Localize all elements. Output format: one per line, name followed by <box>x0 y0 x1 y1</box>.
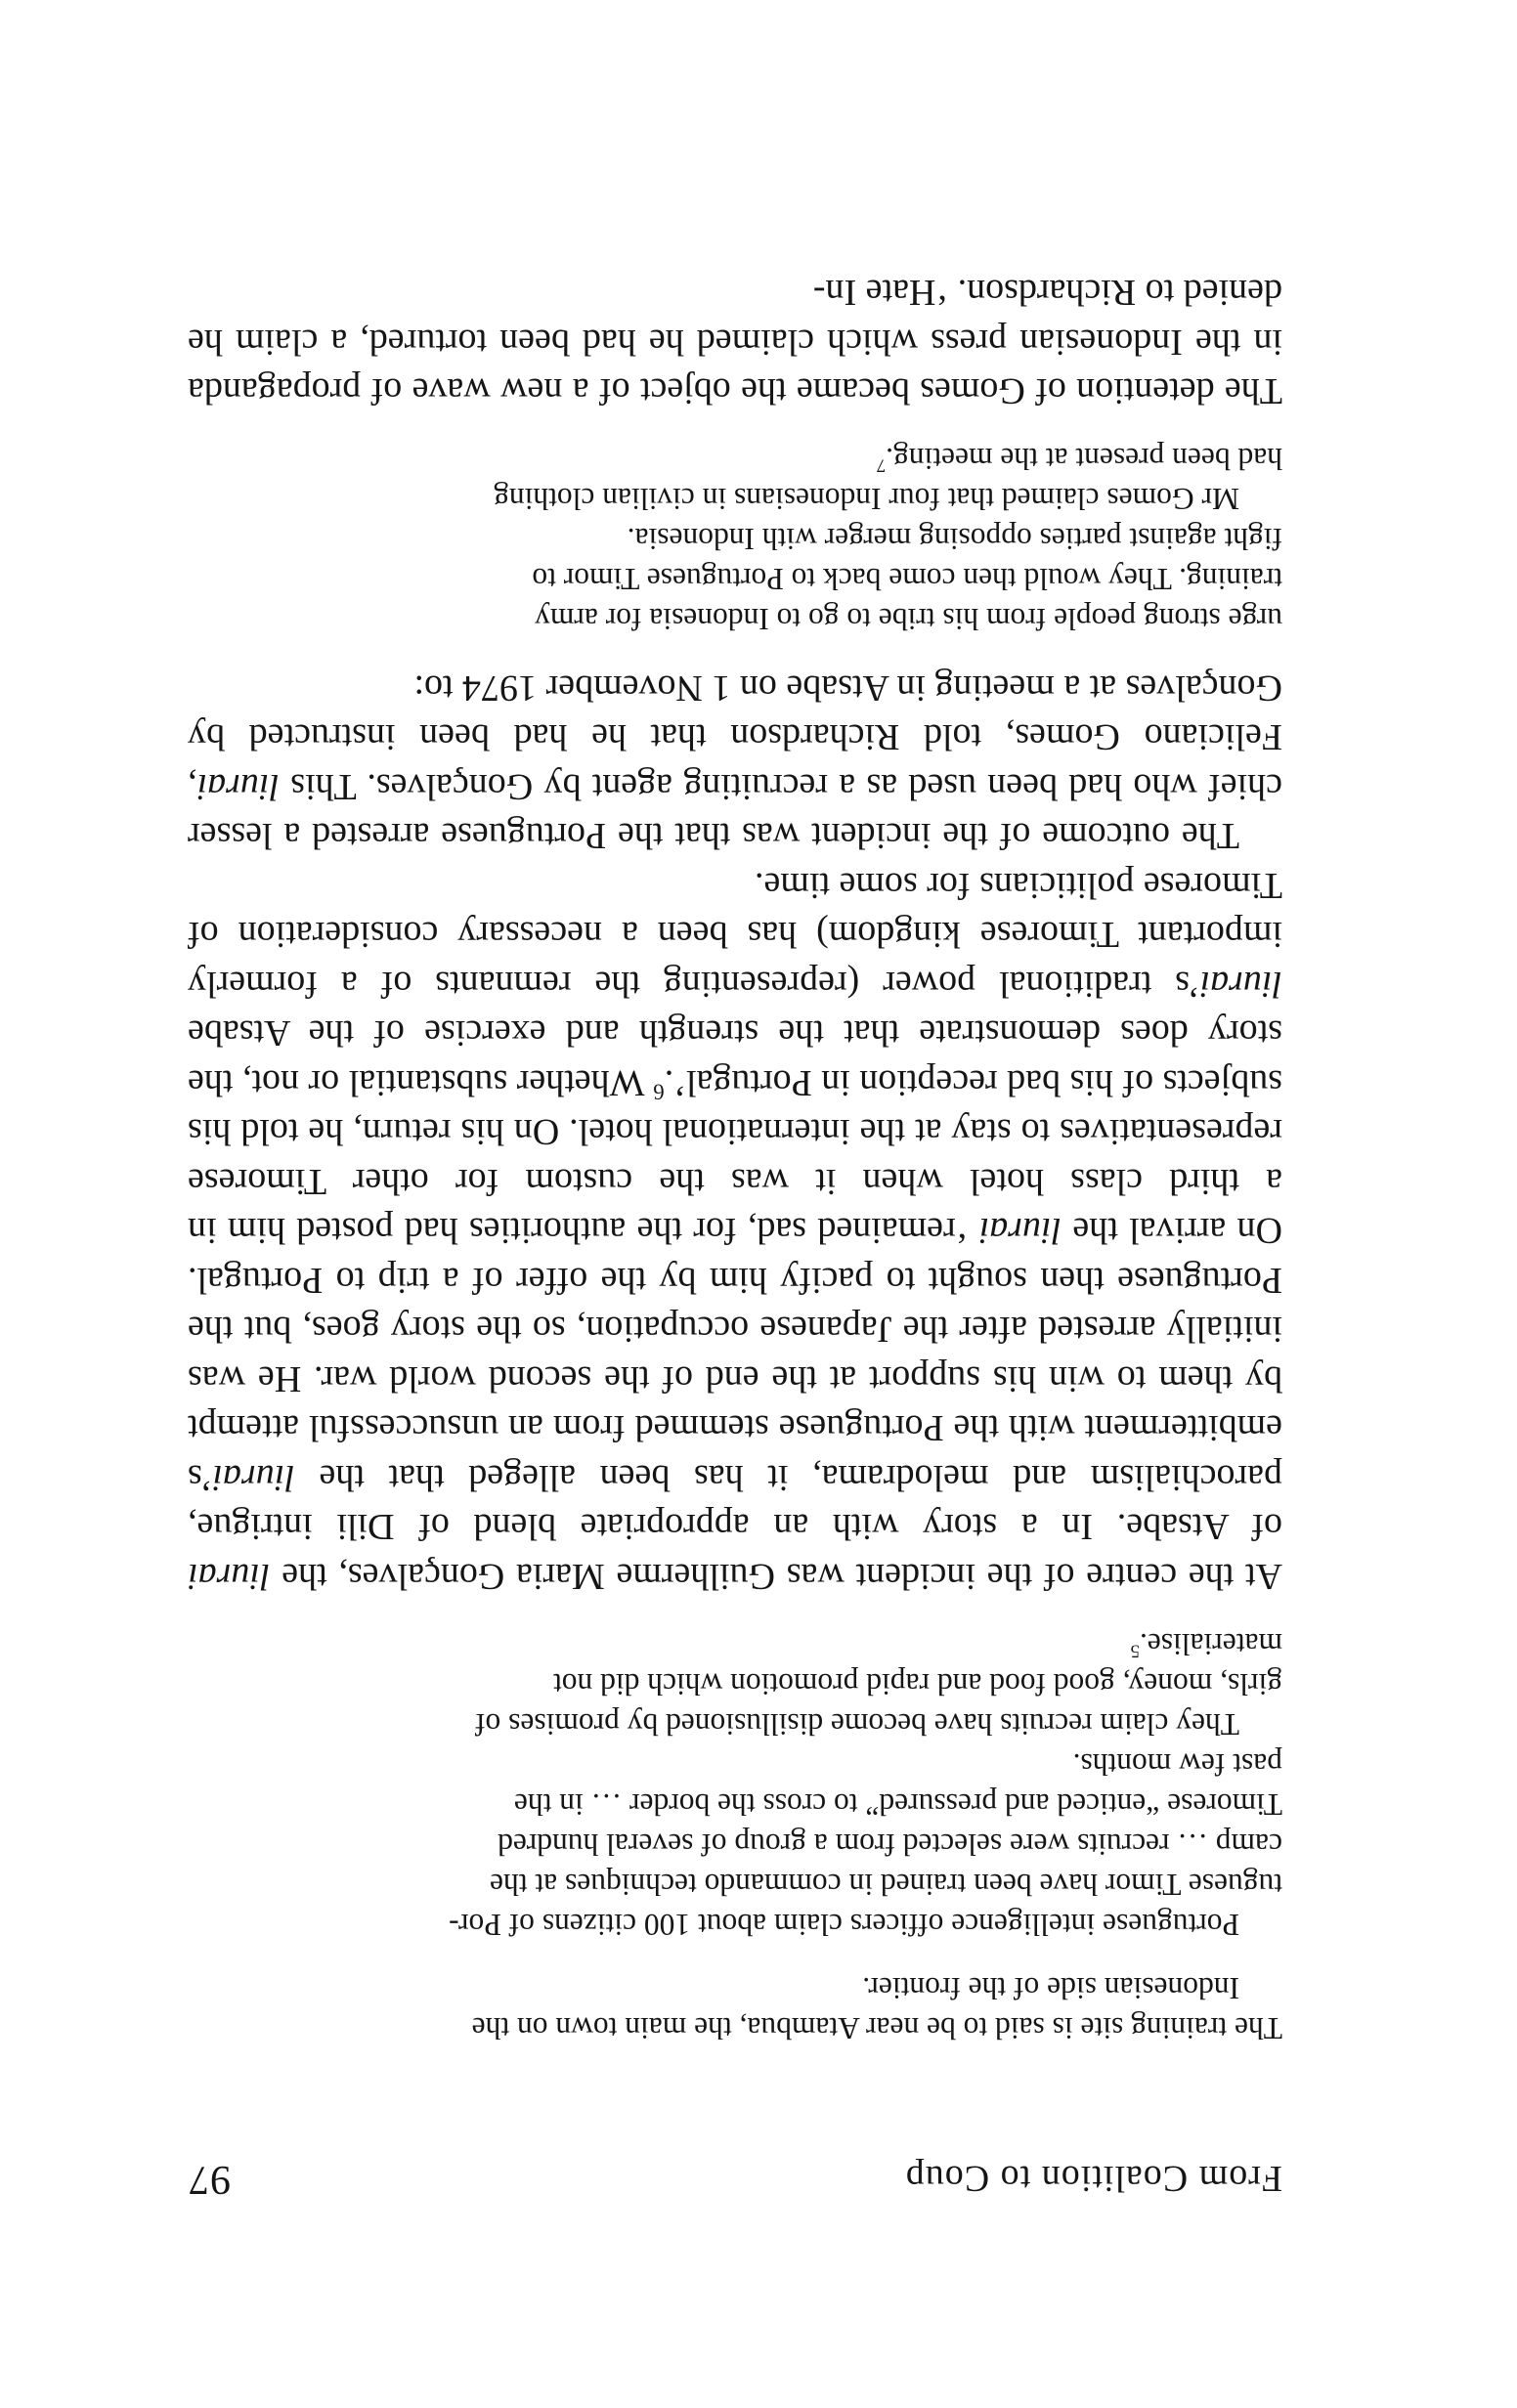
italic-term: liurai <box>212 1457 295 1498</box>
footnote-marker: 6 <box>653 1079 665 1104</box>
quote-mr-gomes <box>188 440 1282 520</box>
quote-line: had been present at the meeting.$^7$ <box>876 442 1282 477</box>
quote-line: The training site is said to be near Atambua, the main town on the <box>471 2011 1282 2045</box>
quote-line: urge strong people from his tribe to go to Indonesia for army <box>535 602 1282 637</box>
italic-term: liurai <box>1199 964 1282 1005</box>
quote-line: materialise.$^5$ <box>1130 1627 1282 1661</box>
body-text-detention <box>188 268 1282 416</box>
italic-term: liurai <box>188 1556 271 1597</box>
running-title: From Coalition to Coup <box>904 2158 1282 2199</box>
quote-line: Timorese “enticed and pressured” to cross the border … in the <box>513 1787 1282 1822</box>
quote-line: training. They would then come back to Portuguese Timor to <box>532 562 1282 597</box>
paragraph: The outcome of the incident was that the Portuguese arrested a lesser chief who had been used as a recruiting agent by Gonçalves. This liurai, Feliciano Gomes, told Richardson that he had been instructed by Gonçalves at a meeting in Atsabe on 1 November 1974 to: <box>188 667 1282 857</box>
quote-line: tuguese Timor have been trained in commando techniques at the <box>490 1868 1282 1902</box>
quote-intelligence-officers <box>188 1744 1282 1945</box>
quote-line: Indonesian side of the frontier. <box>862 1971 1239 2005</box>
footnote-marker: 7 <box>876 455 887 476</box>
paragraph: The detention of Gomes became the object of a new wave of propaganda in the Indonesian press which claimed he had been tortured, a claim he denied to Richardson. ‘Hate In- <box>188 272 1282 412</box>
italic-term: liurai <box>196 766 280 807</box>
quote-recruits-disillusioned <box>188 1624 1282 1744</box>
quote-line: past few months. <box>1072 1747 1282 1782</box>
quote-line: camp … recruits were selected from a group of several hundred <box>498 1828 1282 1862</box>
body-text-gonçalves <box>188 664 1282 1602</box>
italic-term: liurai <box>978 1210 1062 1252</box>
paragraph: At the centre of the incident was Guilherme Maria Gonçalves, the liurai of Atsabe. In a story with an appropriate blend of Dili intrigue, parochialism and melodrama, it has been alleged that the liurai’s embitterment with the Portuguese stemmed from an unsuccessful attempt by them to win his support at the end of the second world war. He was initially arrested after the Japanese occupation, so the story goes, but the Portuguese then sought to pacify him by the offer of a trip to Portugal. On arrival the liurai ‘remained sad, for the authorities had posted him in a third class hotel when it was the custom for other Timorese representatives to stay at the international hotel. On his return, he told his subjects of his bad reception in Portugal’.$^6$ Whether substantial or not, the story does demonstrate that the strength and exercise of the Atsabe liurai’s traditional power (representing the remnants of a formerly important Timorese kingdom) has been a necessary consideration of Timorese politicians for some time. <box>188 865 1282 1597</box>
quote-line: Mr Gomes claimed that four Indonesians in civilian clothing <box>494 482 1239 517</box>
page-number: 97 <box>188 2157 231 2202</box>
page-content <box>188 268 1282 2203</box>
quote-line: fight against parties opposing merger with Indonesia. <box>627 522 1282 557</box>
quote-urge-strong-people <box>188 520 1282 640</box>
footnote-marker: 5 <box>1130 1640 1140 1661</box>
running-head <box>188 2156 1282 2203</box>
quote-training-site <box>188 1968 1282 2048</box>
quote-line: girls, money, good food and rapid promotion which did not <box>553 1667 1282 1701</box>
quote-line: They claim recruits have become disillusioned by promises of <box>474 1707 1239 1742</box>
quote-line: Portuguese intelligence officers claim about 100 citizens of Por- <box>449 1908 1239 1942</box>
